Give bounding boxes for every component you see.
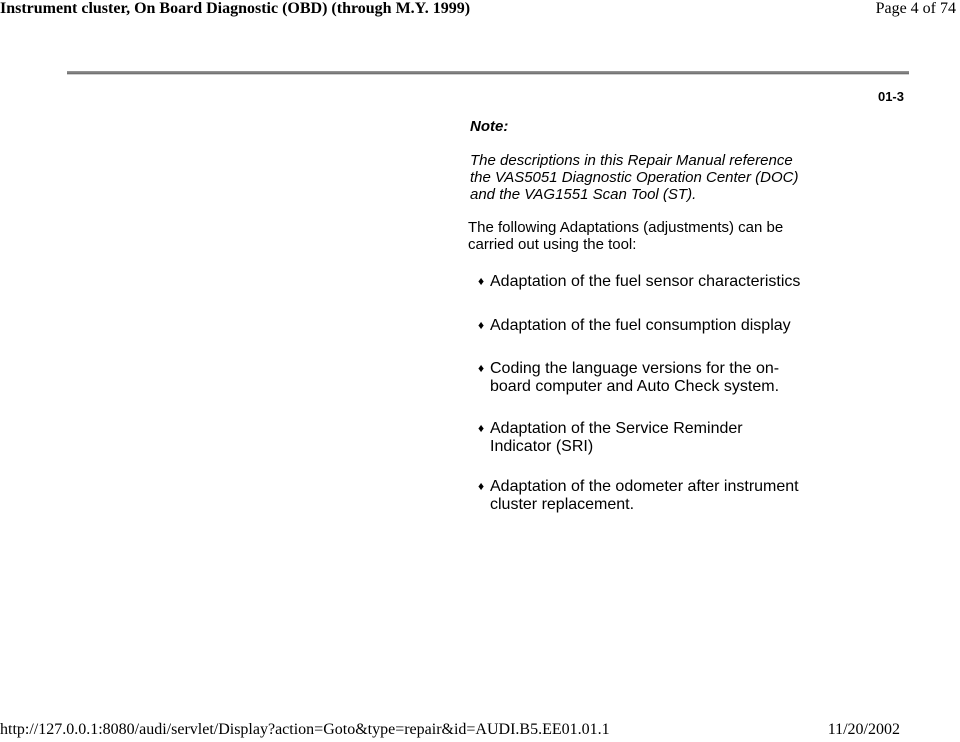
page-counter: Page 4 of 74 bbox=[875, 0, 956, 17]
main-content bbox=[468, 118, 808, 253]
note-label: Note: bbox=[470, 118, 509, 135]
list-item-text: Adaptation of the fuel sensor characteristics bbox=[490, 273, 801, 290]
list-item-text: Adaptation of the Service Reminder Indicator (SRI) bbox=[490, 420, 743, 455]
diamond-bullet-icon: ♦ bbox=[478, 361, 485, 375]
list-item bbox=[478, 420, 808, 456]
list-item-text: Adaptation of the odometer after instrument cluster replacement. bbox=[490, 478, 799, 513]
footer-date: 11/20/2002 bbox=[827, 721, 900, 738]
list-item bbox=[478, 273, 808, 291]
intro-text: The following Adaptations (adjustments) can be carried out using the tool: bbox=[468, 219, 784, 253]
list-item bbox=[478, 317, 808, 335]
note-text: The descriptions in this Repair Manual reference the VAS5051 Diagnostic Operation Center (DOC) and the VAG1551 Scan Tool (ST). bbox=[470, 152, 799, 203]
header-rule bbox=[67, 71, 909, 75]
diamond-bullet-icon: ♦ bbox=[478, 421, 485, 435]
document-title: Instrument cluster, On Board Diagnostic (OBD) (through M.Y. 1999) bbox=[0, 0, 471, 17]
diamond-bullet-icon: ♦ bbox=[478, 318, 485, 332]
list-item-text: Coding the language versions for the on-board computer and Auto Check system. bbox=[490, 360, 780, 395]
section-page-number: 01-3 bbox=[877, 89, 904, 104]
diamond-bullet-icon: ♦ bbox=[478, 479, 485, 493]
list-item bbox=[478, 478, 808, 514]
list-item bbox=[478, 360, 808, 396]
diamond-bullet-icon: ♦ bbox=[478, 274, 485, 288]
list-item-text: Adaptation of the fuel consumption display bbox=[490, 317, 791, 334]
footer-url: http://127.0.0.1:8080/audi/servlet/Display?action=Goto&type=repair&id=AUDI.B5.EE01.01.1 bbox=[0, 721, 610, 738]
